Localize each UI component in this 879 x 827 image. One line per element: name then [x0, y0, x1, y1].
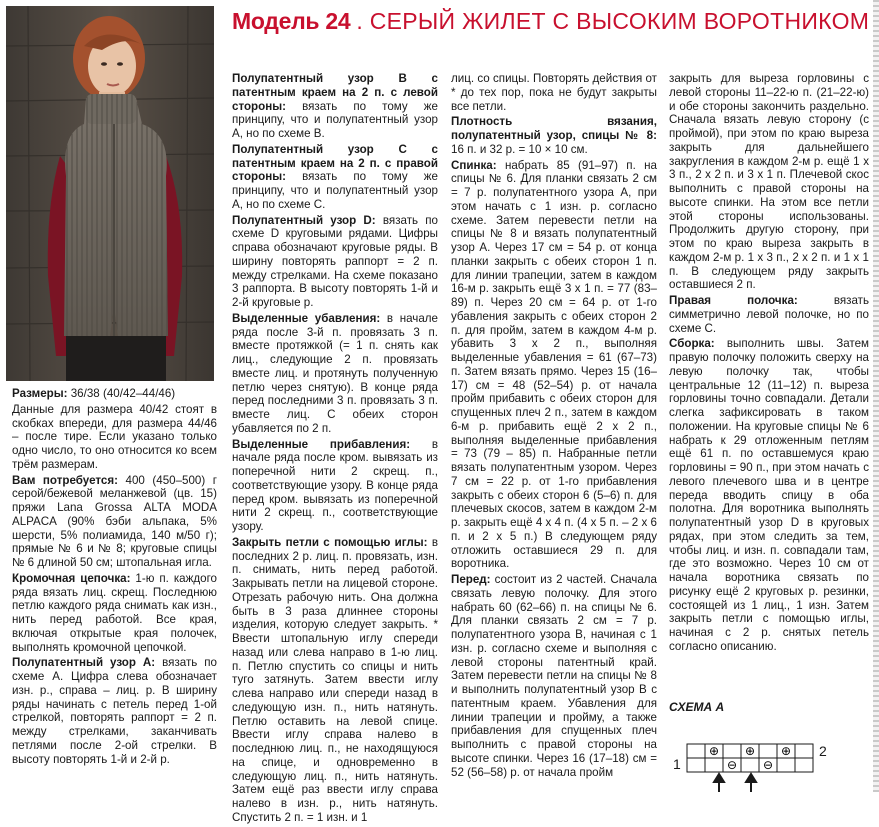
model-photo [6, 6, 214, 381]
paragraph: Размеры: 36/38 (40/42–44/46) [12, 387, 176, 400]
paragraph: Перед: состоит из 2 частей. Сначала связать левую полочку. Для этого набрать 60 (62–66) п. на спицы № 6. Для планки связать 2 см = 7 р. полупатентного узора B, начиная с 1 изн. р. согласно схеме и выполняя с левой стороны патентный край. Затем перевести петли на спицы № 8 и выполнить полупатентный узор B с патентным краем. Убавления для линии трапеции и пройму, а также прибавления для спущенных плеч выполнить с правой стороны на высоте спинки. Через 16 (17–18) см = 52 (56–58) р. от начала пройм [451, 573, 657, 779]
schema-symbol: ⊖ [726, 758, 738, 772]
paragraph: Вам потребуется: 400 (450–500) г серой/бежевой меланжевой (цв. 15) пряжи Lana Grossa ALTA MODA ALPACA (90% бэби альпака, 5% шерсти, 5% полиамида, 140 м/50 г); прямые № 6 и № 8; круговые спицы № 6 длиной 50 см; штопальная игла. [12, 473, 218, 569]
arrow-head-icon [746, 774, 756, 782]
paragraph: Кромочная цепочка: 1-ю п. каждого ряда вязать лиц. скрещ. Последнюю петлю каждого ряда снимать как изн., нить перед работой. Все края, включая открытые края полочек, выполнять кромочной цепочкой. [12, 571, 217, 654]
paragraph: Полупатентный узор C с патентным краем на 2 п. с правой стороны: вязать по тому же принципу, что и полупатентный узор A, но по схеме C. [232, 142, 438, 211]
schema-title: СХЕМА А [669, 700, 725, 714]
schema-cell [723, 744, 741, 758]
paragraph: Сборка: выполнить швы. Затем правую полочку положить сверху на левую полочку так, чтобы центральные 12 (11–12) п. выреза горловины точно совпадали. Детали слегка зафиксировать в таком положении. На круговые спицы № 6 набрать к 29 отложенным петлям ещё 61 п. по оставшемуся краю горловины = 90 п., при этом начать с левого плечевого шва и в центре переда вводить спицу в оба полотна. Для воротника выполнять полупатентный узор D в круговых рядах, при этом следить за тем, чтобы лиц. и изн. п. совпадали там, где это возможно. Через 10 см от начала воротника связать по рисунку ещё 2 круговых р. резинки, состоящей из 1 лиц., 1 изн. Затем закрыть петли с помощью иглы, начиная с 2 р. снятых петель согласно описанию. [669, 337, 869, 653]
paragraph: Правая полочка: вязать симметрично левой полочке, но по схеме C. [669, 294, 869, 335]
schema-symbol: ⊕ [744, 744, 756, 758]
paragraph: Закрыть петли с помощью иглы: в последних 2 р. лиц. п. провязать, изн. п. снимать, нить перед работой. Закрывать петли на лицевой стороне. Отрезать рабочую нить. Она должна быть в 3 раза длиннее стороны изделия, которую следует закрыть. * Ввести штопальную иглу спереди назад или слева направо в 1-ю лиц. п. Петлю спустить со спицы и нить туго затянуть. Затем ввести иглу слева направо или спереди назад в следующую изн. п., нить натянуть. Петлю оставить на левой спице. Ввести иглу справа налево в последнюю лиц. п., не находящуюся на спице, и одновременно в следующую лиц. п., нить натянуть. Затем ещё раз ввести иглу справа налево в изн. р., нить натянуть. Спустить 2 п. = 1 изн. и 1 [232, 535, 438, 824]
text-column-2 [232, 72, 438, 827]
grid-cells [687, 744, 813, 772]
schema-symbol: ⊕ [780, 744, 792, 758]
paragraph: Плотность вязания, полупатентный узор, спицы № 8: 16 п. и 32 р. = 10 × 10 см. [451, 115, 657, 156]
text-column-1 [12, 387, 217, 768]
schema-cell [759, 744, 777, 758]
schema-a [669, 700, 869, 792]
row-label-right: 2 [819, 743, 827, 759]
schema-symbol: ⊖ [762, 758, 774, 772]
page-edge [873, 0, 879, 792]
schema-cell [687, 744, 705, 758]
schema-cell [777, 758, 795, 772]
schema-cell [705, 758, 723, 772]
paragraph: Полупатентный узор B с патентным краем на 2 п. с левой стороны: вязать по тому же принципу, что и полупатентный узор A, но по схеме B. [232, 72, 438, 140]
page-header [232, 8, 872, 38]
page-title: . СЕРЫЙ ЖИЛЕТ С ВЫСОКИМ ВОРОТНИКОМ [356, 8, 870, 34]
paragraph: закрыть для выреза горловины с левой стороны 11–22-ю п. (21–22-ю) и обе стороны закончить раздельно. Сначала вязать левую сторону (с проймой), при этом по краю выреза закрыть для дальнейшего закругления в каждом 2-м р. ещё 1 х 3 п., 2 х 2 п. и 3 х 1 п. Плечевой скос выполнить с правой стороны на высоте спинки. На этом все петли этой стороны использованы. Продолжить другую сторону, при этом по краю выреза закрыть в каждом 2-м р. 1 х 3 п., 2 х 2 п. и 1 х 1 п. В следующем ряду закрыть оставшиеся 2 п. [669, 72, 869, 292]
text-column-3 [451, 72, 657, 781]
schema-cell [795, 744, 813, 758]
model-number: Модель 24 [232, 8, 351, 34]
paragraph: Данные для размера 40/42 стоят в скобках впереди, для размера 44/46 – после тире. Если указано только одно число, то оно относится ко всем трём размерам. [12, 402, 217, 471]
row-label-left: 1 [673, 756, 681, 772]
paragraph: Полупатентный узор D: вязать по схеме D круговыми рядами. Цифры справа обозначают круговые ряды. В ширину повторять раппорт = 2 п. между стрелками. На схеме показано 3 раппорта. В высоту повторять 1-й и 2-й круговые р. [232, 213, 438, 309]
schema-grid [669, 714, 869, 792]
arrow-head-icon [714, 774, 724, 782]
schema-cell [687, 758, 705, 772]
paragraph: лиц. со спицы. Повторять действия от * до тех пор, пока не будут закрыты все петли. [451, 72, 657, 113]
paragraph: Выделенные убавления: в начале ряда после 3-й п. провязать 3 п. вместе протяжкой (= 1 п. снять как лиц., следующие 2 п. провязать вместе лиц. и протянуть полученную петлю через снятую). В конце ряда перед последними 3 п. провязать 3 п. вместе лиц. С обеих сторон убавляется по 2 п. [232, 311, 439, 435]
text-column-4 [669, 72, 869, 656]
paragraph: Спинка: набрать 85 (91–97) п. на спицы № 6. Для планки связать 2 см = 7 р. полупатентного узора A, при этом начать с 1 изн. р. согласно схеме. Затем перевести петли на спицы № 8 и вязать полупатентный узор A. Через 17 см = 54 р. от конца планки закрыть с обеих сторон 1 п. для линии трапеции, затем в каждом 16-м р. закрыть ещё 3 х 1 п. = 77 (83–89) п. Через 20 см = 64 р. от 1-го убавления закрыть с обеих сторон 2 п. для пройм, затем в каждом 4-м р. убавить 3 х 2 п., выполняя выделенные убавления = 61 (67–73) п. Затем вязать прямо. Через 15 (16–17) см = 48 (52–54) р. от начала пройм прибавить с обеих сторон для спущенных плеч 2 п., затем в каждом 6-м р. прибавить ещё 2 х 2 п., выполняя выделенные прибавления = 73 (79 – 85) п. Набранные петли вязать полупатентным узором. Через 7 см = 22 р. от 1-го прибавления закрыть с обеих сторон 6 (5–6) п. для плечевых скосов, затем в каждом 2-м р. закрыть ещё 4 х 4 п. (4 х 5 п. – 2 х 6 п. и 2 х 5 п.) В следующем ряду отложить оставшиеся 29 п. для воротника. [451, 158, 657, 571]
schema-cell [795, 758, 813, 772]
schema-symbol: ⊕ [708, 744, 720, 758]
paragraph: Полупатентный узор A: вязать по схеме A. Цифра слева обозначает изн. р., справа – лиц. р. В ширину ряды начинать с петель перед 1-ой стрелкой, повторять раппорт = 2 п. между стрелками, заканчивать петлями после 2-ой стрелки. В высоту повторять 1-й и 2-й р. [12, 656, 217, 766]
schema-cell [741, 758, 759, 772]
paragraph: Выделенные прибавления: в начале ряда после кром. вывязать из поперечной нити 2 скрещ. п., соответствующие узору. В конце ряда перед кром. вывязать из поперечной нити 2 скрещ. п., соответствующие узору. [232, 437, 438, 533]
